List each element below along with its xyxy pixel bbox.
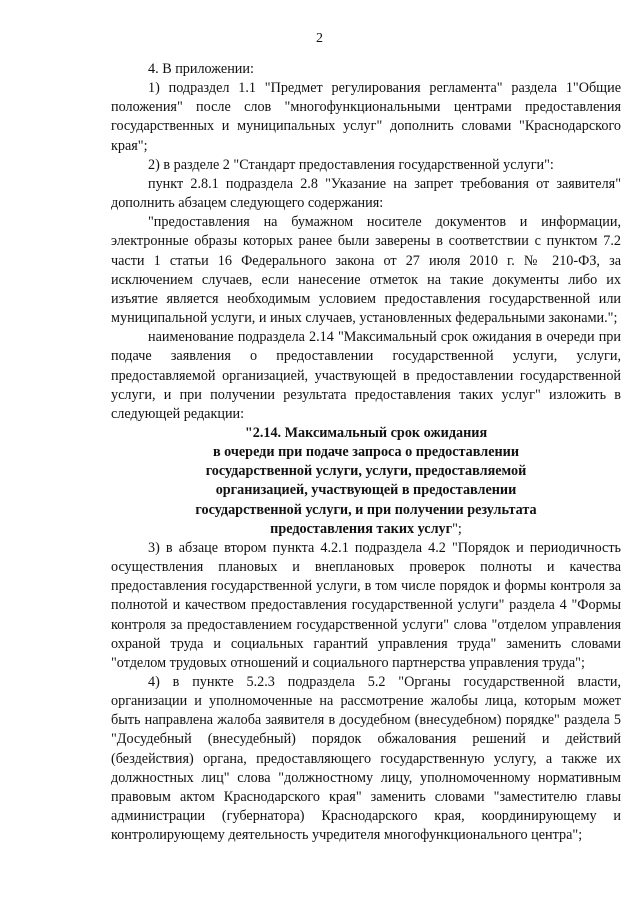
heading-line-last [111, 520, 621, 539]
paragraph-item-4: 4. В приложении: [148, 61, 254, 77]
paragraph-subitem-4: 4) в пункте 5.2.3 подраздела 5.2 "Органы государственной власти, организации и уполномоченные на рассмотрение жалобы лица, которым может быть направлена жалоба заявителя в досудебном (внесудебном) порядке" раздела 5 "Досудебный (внесудебный) порядок обжалования решений и действий (бездействия) органа, предоставляющего государственную услугу, а также их должностных лиц" слова "должностному лицу, уполномоченному нормативным правовым актом Краснодарского края" заменить словами "заместителю главы администрации (губернатора) Краснодарского края, координирующему и контролирующему деятельность учредителя многофункционального центра"; [111, 674, 621, 844]
paragraph-point-2-8-1: пункт 2.8.1 подраздела 2.8 "Указание на запрет требования от заявителя" дополнить абзацем следующего содержания: [111, 175, 621, 212]
paragraph-quoted-addition: "предоставления на бумажном носителе документов и информации, электронные образы которых ранее были заверены в соответствии с пунктом 7.2 части 1 статьи 16 Федерального закона от 27 июля 2010 г. № 210-ФЗ, за исключением случаев, если нанесение отметок на такие документы либо их изъятие является необходимым условием предоставления государственной или муниципальной услуги, и иных случаев, установленных федеральными законами."; [111, 214, 621, 327]
heading-line: государственной услуги, и при получении результата [195, 501, 537, 518]
heading-line-tail: "; [452, 520, 462, 537]
document-body [111, 60, 621, 845]
paragraph-subitem-1: 1) подраздел 1.1 "Предмет регулирования регламента" раздела 1"Общие положения" после слов "многофункциональными центрами предоставления государственных и муниципальных услуг" дополнить словами "Краснодарского края"; [111, 80, 621, 154]
heading-line: в очереди при подаче запроса о предоставлении [212, 444, 520, 461]
heading-line-text: предоставления таких услуг [270, 520, 453, 537]
heading-line: государственной услуги, услуги, предоставляемой [205, 463, 527, 480]
heading-line: организацией, участвующей в предоставлении [215, 482, 517, 499]
paragraph-subitem-2: 2) в разделе 2 "Стандарт предоставления государственной услуги": [148, 156, 554, 173]
paragraph-subsection-2-14: наименование подраздела 2.14 "Максимальный срок ожидания в очереди при подаче заявления о предоставлении государственной услуги, услуги, предоставляемой организацией, участвующей в предоставлении государственной услуги, и при получении результата предоставления таких услуг" изложить в следующей редакции: [111, 329, 621, 422]
page-number: 2 [316, 31, 323, 46]
paragraph-subitem-3: 3) в абзаце втором пункта 4.2.1 подраздела 4.2 "Порядок и периодичность осуществления плановых и внеплановых проверок полноты и качества предоставления государственной услуги, в том числе порядок и формы контроля за полнотой и качеством предоставления государственной услуги" раздела 4 "Формы контроля за предоставлением государственной услуги" слова "отделом управления охраной труда и социальных гарантий управления труда" заменить словами "отделом трудовых отношений и социального партнерства управления труда"; [111, 539, 621, 671]
heading-line: "2.14. Максимальный срок ожидания [244, 424, 488, 441]
new-heading-2-14 [111, 424, 621, 539]
